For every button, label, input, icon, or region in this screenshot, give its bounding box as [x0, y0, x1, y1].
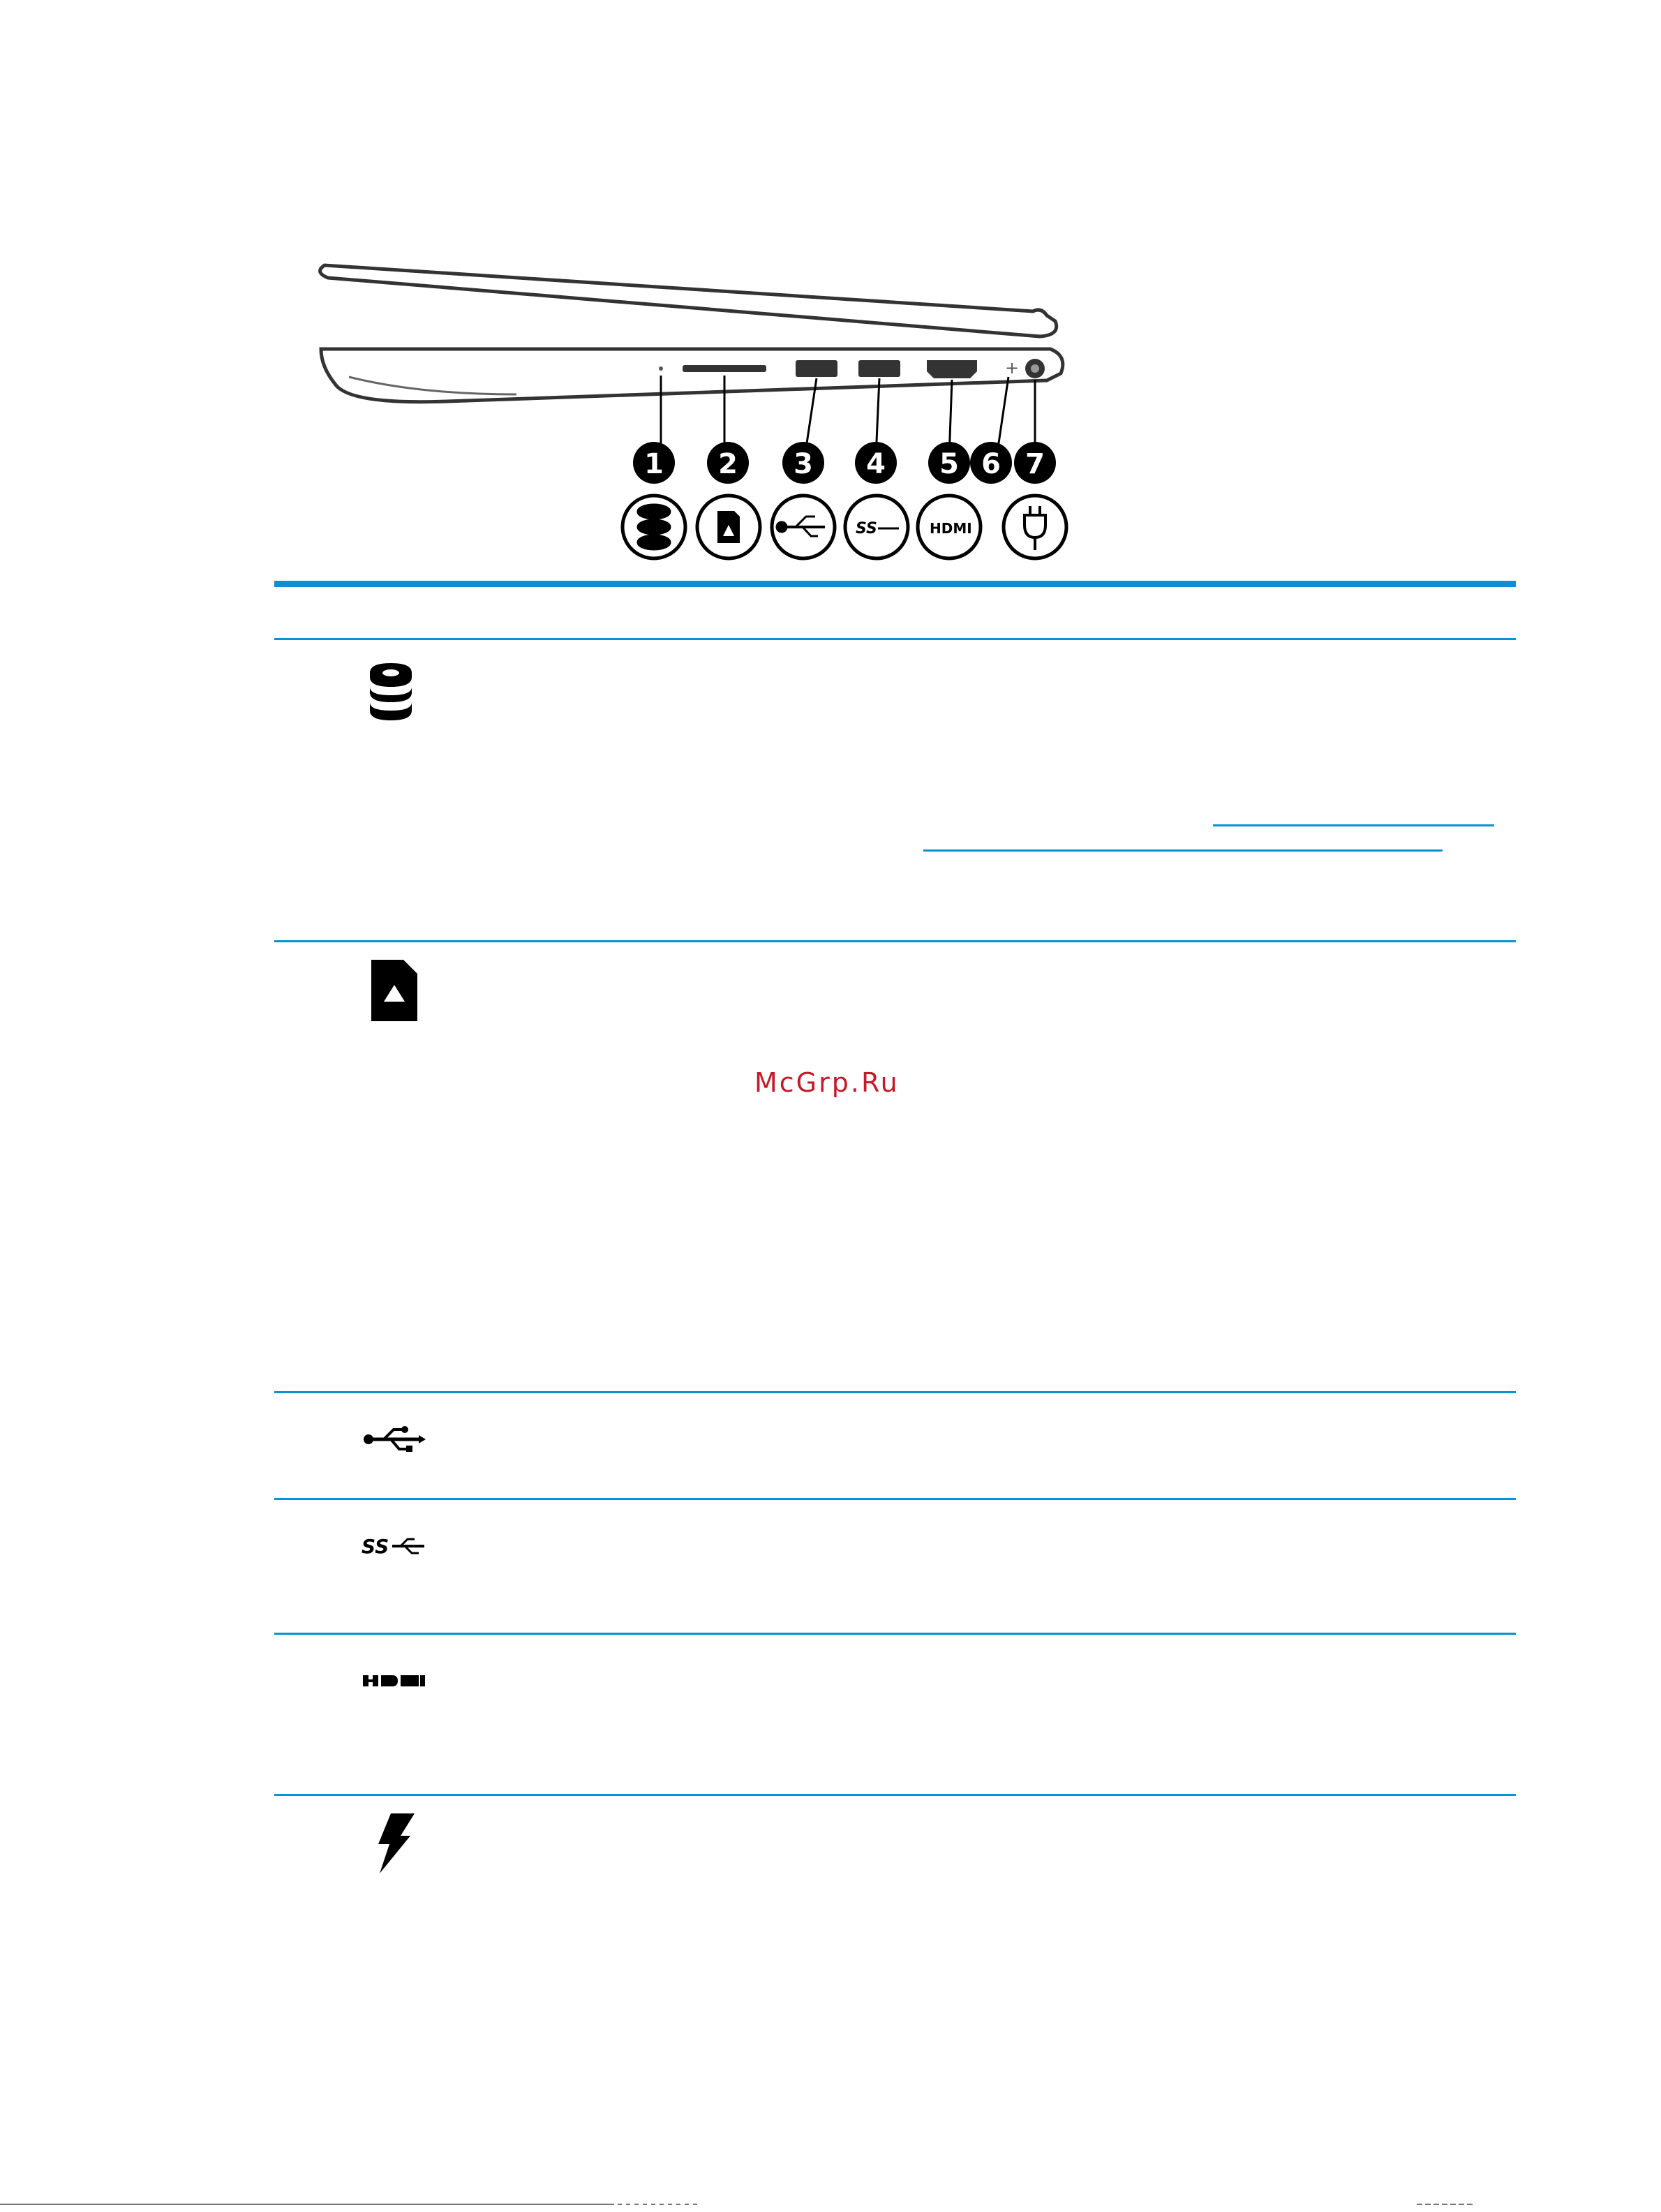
svg-text:SS: SS — [362, 1535, 389, 1558]
svg-text:4: 4 — [866, 448, 886, 480]
svg-text:HDMI: HDMI — [930, 520, 972, 537]
callout-4 — [855, 442, 897, 484]
svg-text:1: 1 — [644, 448, 664, 480]
table-row-divider — [274, 1498, 1516, 1500]
table-row-divider — [274, 940, 1516, 942]
table-row-divider — [274, 1794, 1516, 1796]
table-row-divider — [274, 1633, 1516, 1635]
svg-text:2: 2 — [718, 448, 738, 480]
laptop-lid — [320, 265, 1057, 336]
table-row-divider — [274, 638, 1516, 640]
callout-1 — [633, 442, 675, 484]
callout-6 — [970, 442, 1012, 484]
callout-5 — [928, 442, 970, 484]
svg-text:5: 5 — [939, 448, 959, 480]
power-connector-icon — [1004, 496, 1066, 558]
usb-superspeed-port — [858, 360, 900, 377]
hdmi-port — [927, 360, 977, 378]
cross-reference-link[interactable] — [1213, 824, 1494, 826]
svg-text:SS: SS — [856, 520, 877, 537]
ac-adapter-light-icon — [370, 1812, 419, 1878]
laptop-illustration — [307, 251, 1103, 572]
usb-icon — [772, 496, 835, 558]
cross-reference-link[interactable] — [923, 849, 1443, 852]
usb-port-icon — [363, 1424, 426, 1457]
usb-superspeed-port-icon — [360, 1532, 427, 1563]
callout-2 — [707, 442, 749, 484]
callout-badges — [633, 442, 1056, 484]
memory-card-slot — [683, 365, 766, 372]
memory-card-icon — [697, 496, 760, 558]
laptop-side-view-figure — [307, 251, 1103, 572]
callout-7 — [1014, 442, 1056, 484]
watermark-text: McGrp.Ru — [754, 1067, 900, 1098]
hdmi-port-icon — [363, 1671, 426, 1693]
svg-text:6: 6 — [981, 448, 1001, 480]
memory-card-reader-icon — [370, 958, 419, 1025]
callout-3 — [782, 442, 824, 484]
table-row-divider — [274, 1391, 1516, 1393]
usb-port — [796, 360, 837, 377]
svg-text:7: 7 — [1025, 448, 1045, 480]
drive-light-icon — [356, 660, 426, 726]
svg-text:+: + — [1005, 358, 1020, 378]
usb-superspeed-icon — [845, 496, 908, 558]
page-footer-marks — [0, 2196, 1661, 2212]
drive-light-icon — [623, 496, 685, 558]
hdmi-icon — [918, 496, 981, 558]
svg-text:3: 3 — [794, 448, 813, 480]
table-header-rule — [274, 581, 1516, 587]
drive-light — [659, 366, 663, 371]
